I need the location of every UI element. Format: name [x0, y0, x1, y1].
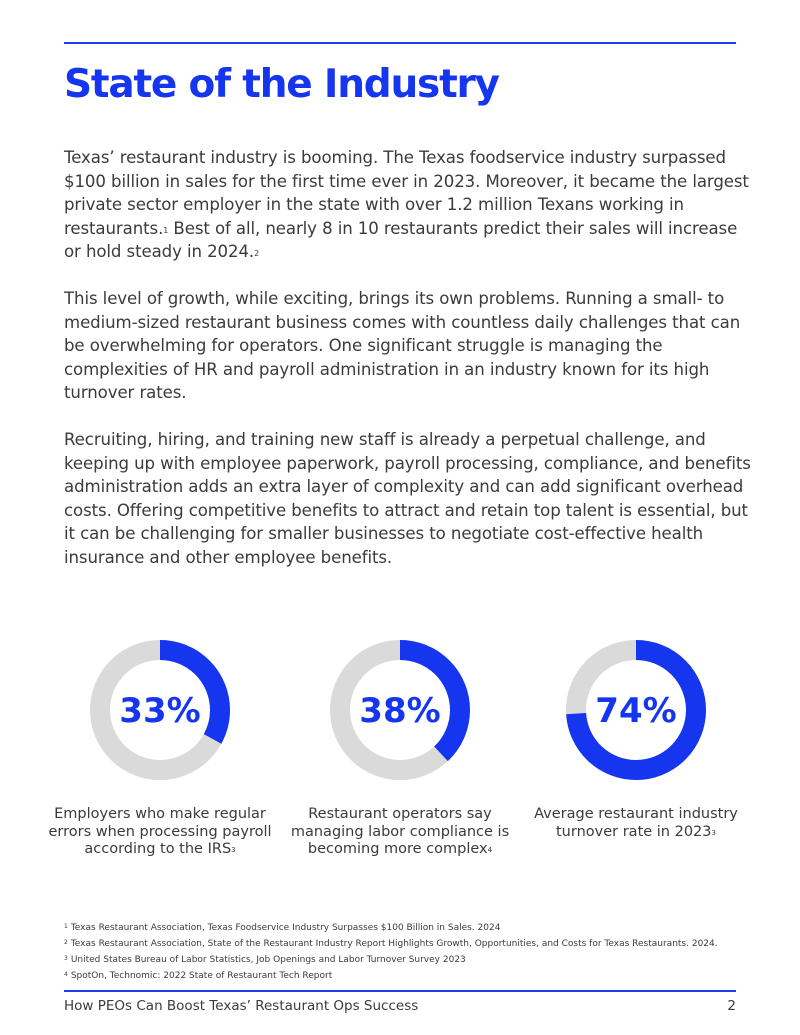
footnote-ref: 3	[711, 828, 716, 837]
footnote-text: Texas Restaurant Association, State of the Restaurant Industry Report Highlights Growth, Opportunities, and Costs for Texas Restaurants. 2024.	[70, 939, 718, 949]
stat-value: 38%	[359, 691, 441, 731]
footnote-number: 1	[64, 923, 68, 930]
footnote-text: Texas Restaurant Association, Texas Foodservice Industry Surpasses $100 Billion in Sales. 2024	[70, 923, 501, 933]
stat-caption-text: Employers who make regular errors when processing payroll according to the IRS	[48, 806, 272, 857]
footnote	[64, 920, 744, 936]
footnote-ref: 1	[163, 225, 169, 235]
stat-value: 33%	[119, 691, 201, 731]
stat-caption	[516, 806, 756, 841]
stat-caption	[40, 806, 280, 859]
footnote	[64, 936, 744, 952]
stat-value: 74%	[595, 691, 677, 731]
footnote-ref: 4	[487, 846, 493, 854]
donut-chart	[564, 638, 708, 782]
stat-caption	[280, 806, 520, 859]
footnote-text: SpotOn, Technomic: 2022 State of Restaurant Tech Report	[70, 971, 333, 981]
top-rule	[64, 42, 736, 44]
paragraph-text: This level of growth, while exciting, brings its own problems. Running a small- to medium-sized restaurant business comes with countless daily challenges that can be overwhelming for operators. One significant struggle is managing the complexities of HR and payroll administration in an industry known for its high turnover rates.	[64, 289, 741, 402]
paragraph-3	[64, 428, 754, 569]
footnote-number: 2	[64, 939, 68, 946]
footnote-number: 3	[64, 955, 68, 962]
donut-chart	[88, 638, 232, 782]
donut-chart	[328, 638, 472, 782]
paragraph-text: Texas’ restaurant industry is booming. The Texas foodservice industry surpassed $100 billion in sales for the first time ever in 2023. Moreover, it became the largest private sector employer in the state with over 1.2 million Texans working in restaurants.	[64, 148, 749, 238]
footnote-number: 4	[64, 971, 68, 978]
paragraph-1	[64, 146, 754, 264]
footnote	[64, 968, 744, 984]
footnote	[64, 952, 744, 968]
paragraph-2	[64, 287, 754, 405]
stat-caption-text: Restaurant operators say managing labor compliance is becoming more complex	[290, 806, 510, 857]
stat-card	[280, 638, 520, 859]
stat-card	[40, 638, 280, 859]
stat-card	[516, 638, 756, 841]
page-number: 2	[727, 998, 736, 1014]
footnotes	[64, 920, 744, 984]
footnote-ref: 3	[231, 846, 236, 854]
footer-doc-title: How PEOs Can Boost Texas’ Restaurant Ops Success	[64, 998, 419, 1014]
footnote-ref: 2	[254, 249, 260, 258]
stat-caption-text: Average restaurant industry turnover rate in 2023	[534, 806, 738, 840]
paragraph-text: Recruiting, hiring, and training new staff is already a perpetual challenge, and keeping up with employee paperwork, payroll processing, compliance, and benefits administration adds an extra layer of complexity and can add significant overhead costs. Offering competitive benefits to attract and retain top talent is essential, but it can be challenging for smaller businesses to negotiate cost-effective health insurance and other employee benefits.	[64, 430, 751, 567]
paragraph-text: Best of all, nearly 8 in 10 restaurants predict their sales will increase or hold steady in 2024.	[64, 218, 738, 261]
footnote-text: United States Bureau of Labor Statistics, Job Openings and Labor Turnover Survey 2023	[70, 955, 466, 965]
bottom-rule	[64, 990, 736, 992]
page-title: State of the Industry	[64, 62, 499, 107]
page-footer	[64, 998, 736, 1014]
